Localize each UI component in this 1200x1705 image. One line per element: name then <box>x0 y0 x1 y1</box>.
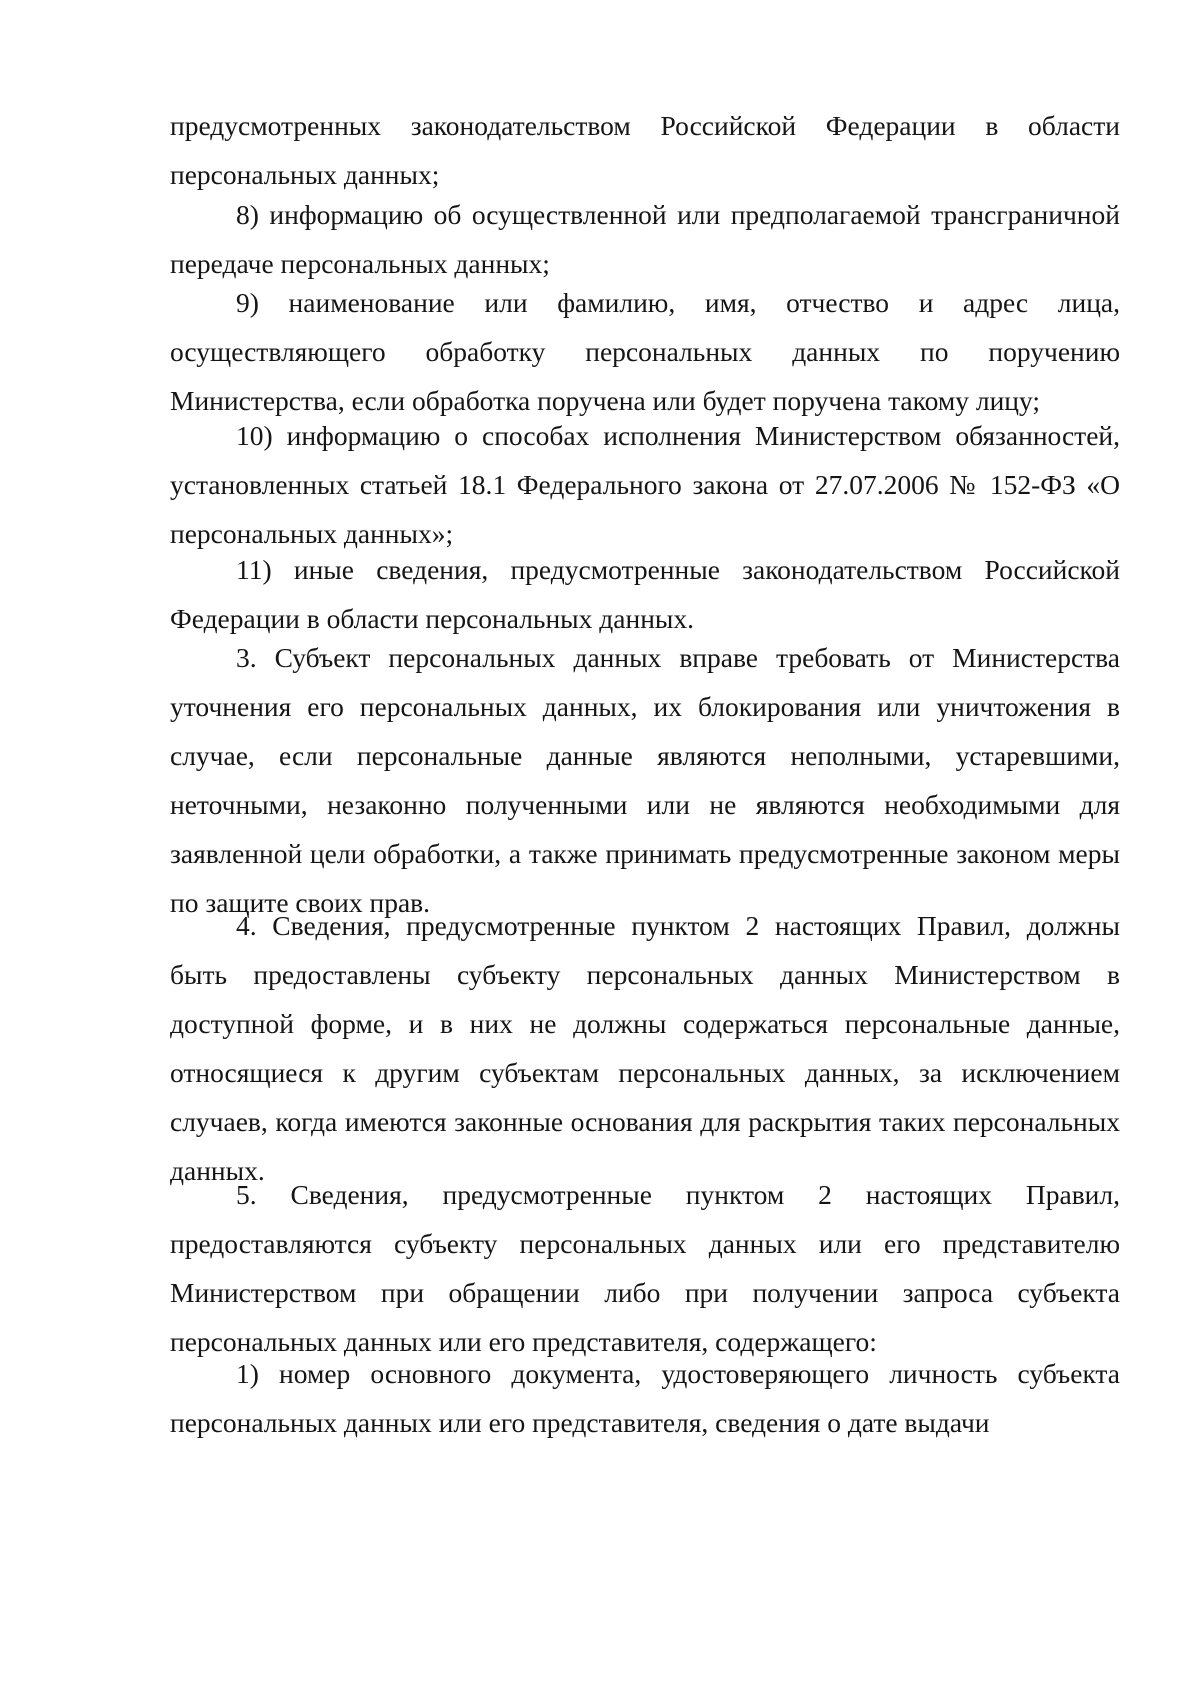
paragraph-continuation: предусмотренных законодательством Российской Федерации в области персональных данных; <box>170 110 1120 190</box>
paragraph-clause-5-item-1: 1) номер основного документа, удостоверяющего личность субъекта персональных данных или его представителя, сведения о дате выдачи <box>170 1358 1120 1438</box>
paragraph-clause-5: 5. Сведения, предусмотренные пунктом 2 настоящих Правил, предоставляются субъекту персональных данных или его представителю Министерством при обращении либо при получении запроса субъекта персональных данных или его представителя, содержащего: <box>170 1179 1120 1357</box>
paragraph-clause-4: 4. Сведения, предусмотренные пунктом 2 настоящих Правил, должны быть предоставлены субъекту персональных данных Министерством в доступной форме, и в них не должны содержаться персональные данные, относящиеся к другим субъектам персональных данных, за исключением случаев, когда имеются законные основания для раскрытия таких персональных данных. <box>170 910 1120 1186</box>
paragraph-item-11: 11) иные сведения, предусмотренные законодательством Российской Федерации в области персональных данных. <box>170 554 1120 634</box>
paragraph-item-9: 9) наименование или фамилию, имя, отчество и адрес лица, осуществляющего обработку персональных данных по поручению Министерства, если обработка поручена или будет поручена такому лицу; <box>170 287 1120 416</box>
paragraph-item-10: 10) информацию о способах исполнения Министерством обязанностей, установленных статьей 18.1 Федерального закона от 27.07.2006 № 152-ФЗ «О персональных данных»; <box>170 420 1120 549</box>
paragraph-item-8: 8) информацию об осуществленной или предполагаемой трансграничной передаче персональных данных; <box>170 199 1120 279</box>
paragraph-clause-3: 3. Субъект персональных данных вправе требовать от Министерства уточнения его персональных данных, их блокирования или уничтожения в случае, если персональные данные являются неполными, устаревшими, неточными, незаконно полученными или не являются необходимыми для заявленной цели обработки, а также принимать предусмотренные законом меры по защите своих прав. <box>170 642 1120 918</box>
